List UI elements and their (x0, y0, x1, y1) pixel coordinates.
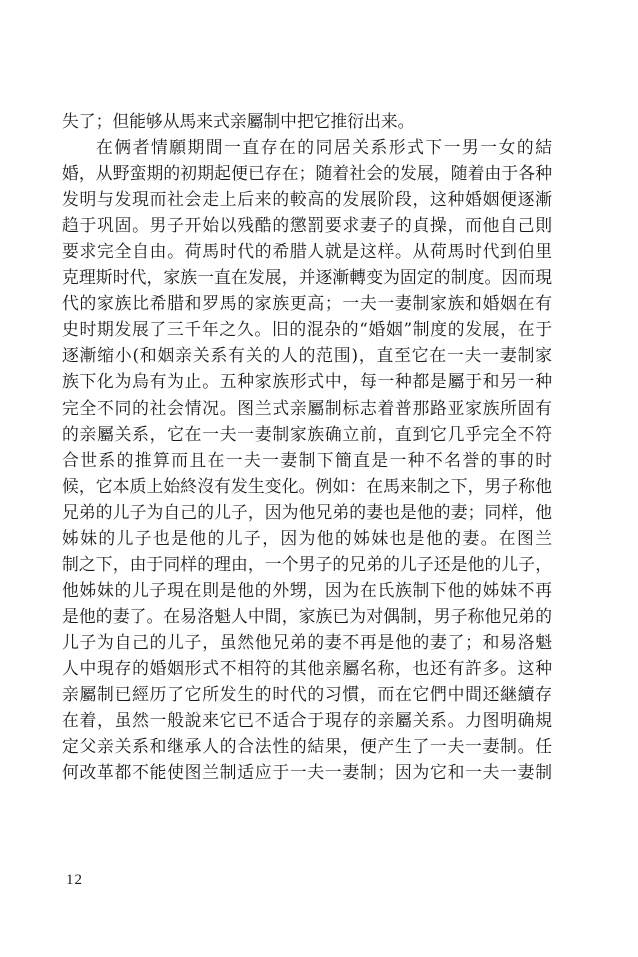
text-line: 的亲屬关系，它在一夫一妻制家族确立前，直到它几乎完全不符 (62, 423, 552, 444)
body-text (62, 108, 552, 785)
text-line: 儿子为自己的儿子，虽然他兄弟的妻不再是他的妻了；和易洛魁 (62, 631, 552, 652)
text-line: 要求完全自由。荷馬时代的希腊人就是这样。从荷馬时代到伯里 (62, 241, 552, 262)
text-line: 克理斯时代，家族一直在发展，并逐漸轉变为固定的制度。因而現 (62, 267, 552, 288)
text-line: 婚，从野蛮期的初期起便已存在；随着社会的发展，随着由于各种 (62, 163, 552, 184)
text-line: 失了；但能够从馬来式亲屬制中把它推衍出来。 (62, 111, 415, 131)
text-line: 制之下，由于同样的理由，一个男子的兄弟的儿子还是他的儿子， (62, 553, 552, 574)
text-line: 候，它本质上始終沒有发生变化。例如：在馬来制之下，男子称他 (62, 475, 552, 496)
text-line: 是他的妻了。在易洛魁人中間，家族已为对偶制，男子称他兄弟的 (62, 605, 552, 626)
text-line: 人中現存的婚姻形式不相符的其他亲屬名称，也还有許多。这种 (62, 657, 552, 678)
text-line: 史时期发展了三千年之久。旧的混杂的“婚姻”制度的发展，在于 (62, 319, 552, 340)
text-line: 姊妹的儿子也是他的儿子，因为他的姊妹也是他的妻。在图兰 (62, 527, 552, 548)
text-line: 逐漸缩小(和姻亲关系有关的人的范围)，直至它在一夫一妻制家 (62, 345, 552, 366)
text-line: 合世系的推算而且在一夫一妻制下簡直是一种不名誉的事的时 (62, 449, 552, 470)
text-line: 族下化为烏有为止。五种家族形式中，每一种都是屬于和另一种 (62, 371, 552, 392)
text-line: 完全不同的社会情况。图兰式亲屬制标志着普那路亚家族所固有 (62, 397, 552, 418)
text-line: 他姊妹的儿子現在則是他的外甥，因为在氏族制下他的姊妹不再 (62, 579, 552, 600)
text-line: 趋于巩固。男子开始以残酷的懲罰要求妻子的貞操，而他自己則 (62, 215, 552, 236)
text-line: 发明与发現而社会走上后来的較高的发展阶段，这种婚姻便逐漸 (62, 189, 552, 210)
page-number: 12 (66, 872, 83, 888)
text-line: 在着，虽然一般說来它已不适合于現存的亲屬关系。力图明确規 (62, 710, 552, 731)
text-line: 代的家族比希腊和罗馬的家族更高；一夫一妻制家族和婚姻在有 (62, 293, 552, 314)
text-line: 何改革都不能使图兰制适应于一夫一妻制；因为它和一夫一妻制 (62, 762, 552, 783)
text-line: 亲屬制已經历了它所发生的时代的习慣，而在它們中間还継續存 (62, 684, 552, 705)
text-line: 在俩者情願期間一直存在的同居关系形式下一男一女的結 (96, 137, 552, 158)
text-line: 兄弟的儿子为自己的儿子，因为他兄弟的妻也是他的妻；同样，他 (62, 501, 552, 522)
text-line: 定父亲关系和继承人的合法性的結果，便产生了一夫一妻制。任 (62, 736, 552, 757)
